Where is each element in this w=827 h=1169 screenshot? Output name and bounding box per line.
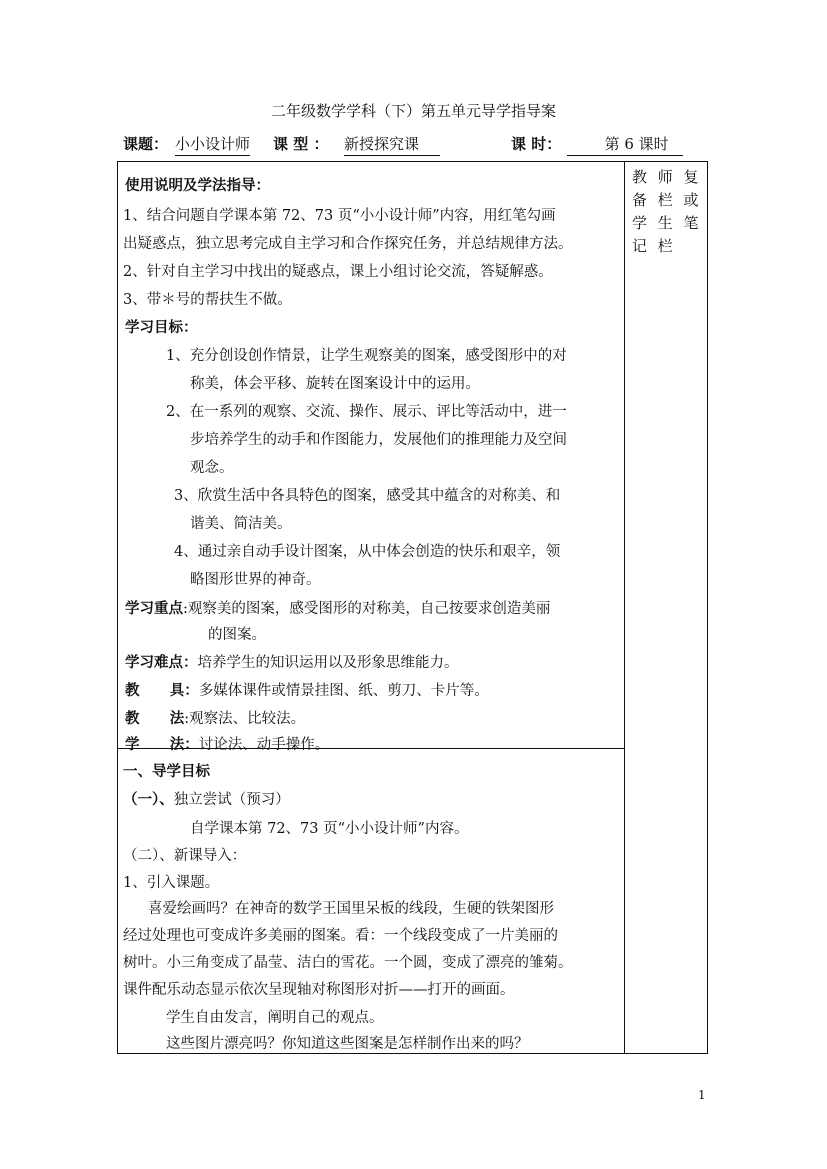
difficulty-text: 培养学生的知识运用以及形象思维能力。 xyxy=(197,655,459,671)
side-note-column xyxy=(632,166,702,258)
subsection-1-content: 自学课本第 72、73 页“小小设计师”内容。 xyxy=(190,821,469,837)
side-note-line: 记 栏 xyxy=(632,237,676,255)
goal-line: 1、充分创设创作情景，让学生观察美的图案，感受图形中的对 xyxy=(166,348,567,364)
focus-row xyxy=(125,597,550,618)
goal-line: 步培养学生的动手和作图能力，发展他们的推理能力及空间 xyxy=(190,432,567,448)
goal-line: 4、通过亲自动手设计图案，从中体会创造的快乐和艰辛，领 xyxy=(174,544,561,560)
subsection-1 xyxy=(123,788,290,809)
paragraph-line: 学生自由发言，阐明自己的观点。 xyxy=(166,1010,384,1026)
subsection-1-label: （一）、 xyxy=(123,791,174,808)
teach-method-row xyxy=(125,707,305,728)
type-label: 课 型 ： xyxy=(273,135,329,153)
subsection-1-text: 独立尝试（预习） xyxy=(173,792,290,808)
tools-row xyxy=(125,679,489,700)
goal-line: 观念。 xyxy=(190,460,234,476)
subsection-2: （二）、新课导入： xyxy=(123,848,247,864)
instruction-line: 出疑惑点，独立思考完成自主学习和合作探究任务，并总结规律方法。 xyxy=(123,236,573,252)
item-1: 1、引入课题。 xyxy=(123,875,220,891)
paragraph-line: 树叶。小三角变成了晶莹、洁白的雪花。一个圆，变成了漂亮的雏菊。 xyxy=(123,955,573,971)
focus-label: 学习重点 xyxy=(125,600,183,617)
learn-method-text: 讨论法、动手操作。 xyxy=(198,737,330,753)
topic-label: 课题： xyxy=(123,135,169,153)
difficulty-row xyxy=(125,651,459,672)
page-number: 1 xyxy=(698,1088,706,1102)
column-divider xyxy=(624,161,625,1054)
focus-text: :观察美的图案，感受图形的对称美，自己按要求创造美丽 xyxy=(183,601,551,617)
tools-text: 多媒体课件或情景挂图、纸、剪刀、卡片等。 xyxy=(198,683,489,699)
topic-value: 小小设计师 xyxy=(175,133,250,156)
goal-line: 2、在一系列的观察、交流、操作、展示、评比等活动中，进一 xyxy=(166,404,567,420)
side-note-line: 教 师 复 xyxy=(632,168,702,186)
focus-continuation: 的图案。 xyxy=(208,627,266,643)
goal-line: 称美，体会平移、旋转在图案设计中的运用。 xyxy=(190,376,480,392)
section-heading: 一、导学目标 xyxy=(123,763,210,780)
goal-line: 略图形世界的神奇。 xyxy=(190,572,321,588)
instruction-line: 2、针对自主学习中找出的疑惑点，课上小组讨论交流，答疑解惑。 xyxy=(123,264,553,280)
difficulty-label: 学习难点： xyxy=(125,654,198,671)
learn-method-row xyxy=(125,733,329,754)
side-note-line: 学 生 笔 xyxy=(632,214,702,232)
goal-line: 3、欣赏生活中各具特色的图案，感受其中蕴含的对称美、和 xyxy=(174,488,561,504)
type-value: 新授探究课 xyxy=(344,133,440,156)
paragraph-line: 经过处理也可变成许多美丽的图案。看：一个线段变成了一片美丽的 xyxy=(123,928,558,944)
goal-line: 谐美、简洁美。 xyxy=(190,516,292,532)
document-title: 二年级数学学科（下）第五单元导学指导案 xyxy=(270,102,556,120)
paragraph-line: 课件配乐动态显示依次呈现轴对称图形对折——打开的画面。 xyxy=(123,982,515,998)
instruction-line: 3、带＊号的帮扶生不做。 xyxy=(123,292,292,308)
paragraph-line: 喜爱绘画吗？在神奇的数学王国里呆板的线段，生硬的铁架图形 xyxy=(148,901,554,917)
paragraph-line: 这些图片漂亮吗？你知道这些图案是怎样制作出来的吗？ xyxy=(166,1036,529,1052)
lesson-info-row xyxy=(123,133,693,155)
period-label: 课 时： xyxy=(511,135,562,153)
goals-heading: 学习目标： xyxy=(125,319,198,336)
period-value: 第 6 课时 xyxy=(567,133,683,156)
instruction-line: 1、结合问题自学课本第 72、73 页“小小设计师”内容，用红笔勾画 xyxy=(123,208,556,224)
teach-method-label: 教 法 xyxy=(125,710,185,727)
tools-label: 教 具： xyxy=(125,682,199,699)
instructions-heading: 使用说明及学法指导： xyxy=(125,177,270,194)
side-note-line: 备 栏 或 xyxy=(632,191,702,209)
teach-method-text: :观察法、比较法。 xyxy=(184,711,306,727)
learn-method-label: 学 法： xyxy=(125,736,199,753)
